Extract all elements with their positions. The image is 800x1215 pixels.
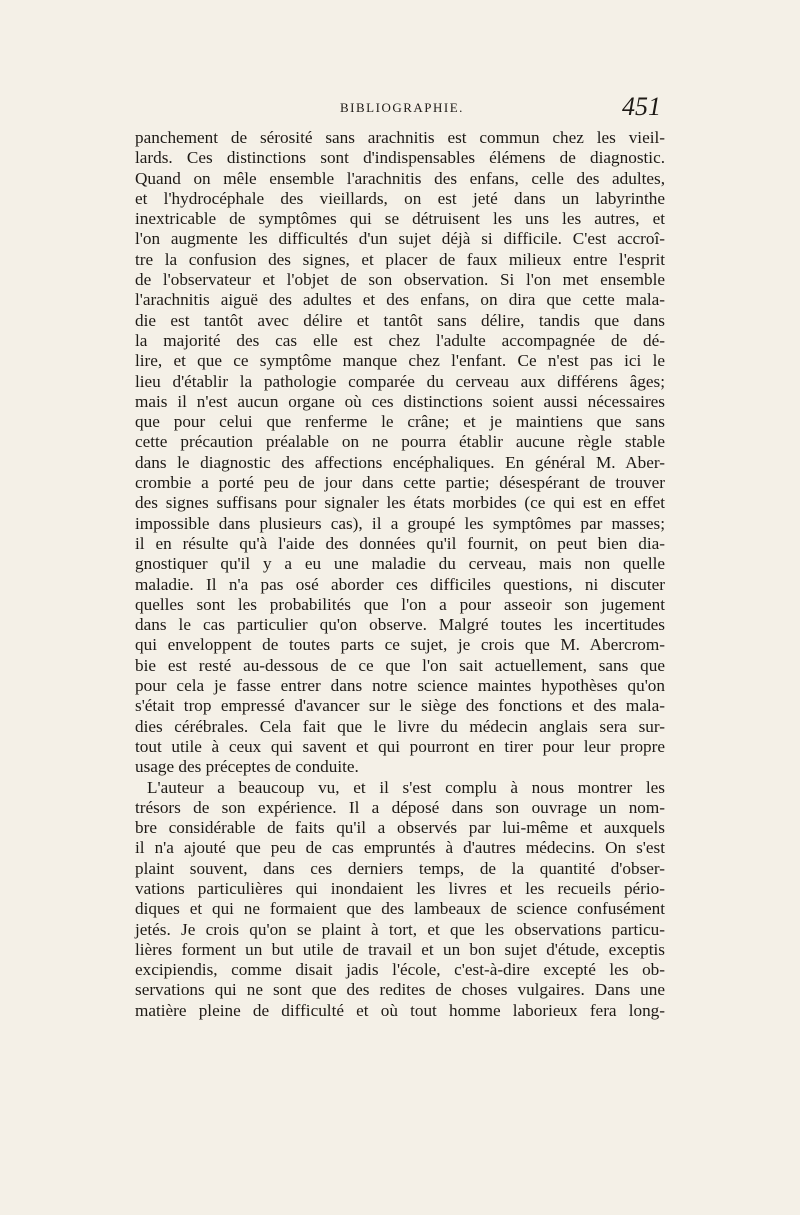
text-line: excipiendis, comme disait jadis l'école, c'est-à-dire excepté les ob- xyxy=(135,960,665,980)
text-line: tout utile à ceux qui savent et qui pourront en tirer pour leur propre xyxy=(135,736,665,756)
text-line: dans le cas particulier qu'on observe. Malgré toutes les incertitudes xyxy=(135,615,665,635)
text-line: que pour celui que renferme le crâne; et je maintiens que sans xyxy=(135,412,665,432)
text-line: de l'observateur et l'objet de son observation. Si l'on met ensemble xyxy=(135,270,665,290)
paragraph-end-line: usage des préceptes de conduite. xyxy=(135,757,359,777)
text-line: impossible dans plusieurs cas), il a groupé les symptômes par masses; xyxy=(135,513,665,533)
text-line: des signes suffisans pour signaler les états morbides (ce qui est en effet xyxy=(135,493,665,513)
text-line: maladie. Il n'a pas osé aborder ces difficiles questions, ni discuter xyxy=(135,574,665,594)
text-line: s'était trop empressé d'avancer sur le siège des fonctions et des mala- xyxy=(135,696,665,716)
text-line: inextricable de symptômes qui se détruisent les uns les autres, et xyxy=(135,209,665,229)
text-line: dans le diagnostic des affections encéphaliques. En général M. Aber- xyxy=(135,452,665,472)
text-line: quelles sont les probabilités que l'on a pour asseoir son jugement xyxy=(135,594,665,614)
text-line: matière pleine de difficulté et où tout homme laborieux fera long- xyxy=(135,1000,665,1020)
text-line: vations particulières qui inondaient les livres et les recueils pério- xyxy=(135,878,665,898)
text-line: diques et qui ne formaient que des lambeaux de science confusément xyxy=(135,899,665,919)
text-line: plaint souvent, dans ces derniers temps, de la quantité d'obser- xyxy=(135,858,665,878)
running-head: BIBLIOGRAPHIE. xyxy=(340,100,464,115)
text-line: panchement de sérosité sans arachnitis est commun chez les vieil- xyxy=(135,128,665,147)
text-line: et l'hydrocéphale des vieillards, on est jeté dans un labyrinthe xyxy=(135,188,665,208)
text-line: bre considérable de faits qu'il a observés par lui-même et auxquels xyxy=(135,818,665,838)
text-line: il en résulte qu'à l'aide des données qu'il fournit, on peut bien dia- xyxy=(135,533,665,553)
text-line: servations qui ne sont que des redites de choses vulgaires. Dans une xyxy=(135,980,665,1000)
page-number: 451 xyxy=(622,92,661,121)
page-header xyxy=(0,92,800,122)
text-line: crombie a porté peu de jour dans cette partie; désespérant de trouver xyxy=(135,473,665,493)
text-line: l'arachnitis aiguë des adultes et des enfans, on dira que cette mala- xyxy=(135,290,665,310)
text-line: l'on augmente les difficultés d'un sujet déjà si difficile. C'est accroî- xyxy=(135,229,665,249)
text-line: Quand on mêle ensemble l'arachnitis des enfans, celle des adultes, xyxy=(135,168,665,188)
text-line: pour cela je fasse entrer dans notre science maintes hypothèses qu'on xyxy=(135,676,665,696)
text-line: dies cérébrales. Cela fait que le livre du médecin anglais sera sur- xyxy=(135,716,665,736)
text-line: lards. Ces distinctions sont d'indispensables élémens de diagnostic. xyxy=(135,148,665,168)
text-line: qui enveloppent de toutes parts ce sujet, je crois que M. Abercrom- xyxy=(135,635,665,655)
text-line: tre la confusion des signes, et placer de faux milieux entre l'esprit xyxy=(135,249,665,269)
text-line: bie est resté au-dessous de ce que l'on sait actuellement, sans que xyxy=(135,655,665,675)
text-line: mais il n'est aucun organe où ces distinctions soient aussi nécessaires xyxy=(135,391,665,411)
text-line: la majorité des cas elle est chez l'adulte accompagnée de dé- xyxy=(135,330,665,350)
text-line: lire, et que ce symptôme manque chez l'enfant. Ce n'est pas ici le xyxy=(135,351,665,371)
text-line: gnostiquer qu'il y a eu une maladie du cerveau, mais non quelle xyxy=(135,554,665,574)
text-line: die est tantôt avec délire et tantôt sans délire, tandis que dans xyxy=(135,310,665,330)
text-line: trésors de son expérience. Il a déposé dans son ouvrage un nom- xyxy=(135,797,665,817)
body-text xyxy=(135,128,665,1021)
text-line: lieu d'établir la pathologie comparée du cerveau aux différens âges; xyxy=(135,371,665,391)
text-line: jetés. Je crois qu'on se plaint à tort, et que les observations particu- xyxy=(135,919,665,939)
text-line: cette précaution préalable on ne pourra établir aucune règle stable xyxy=(135,432,665,452)
paragraph-start-line: L'auteur a beaucoup vu, et il s'est complu à nous montrer les xyxy=(147,777,665,797)
text-line: lières forment un but utile de travail et un bon sujet d'étude, exceptis xyxy=(135,939,665,959)
text-line: il n'a ajouté que peu de cas empruntés à d'autres médecins. On s'est xyxy=(135,838,665,858)
